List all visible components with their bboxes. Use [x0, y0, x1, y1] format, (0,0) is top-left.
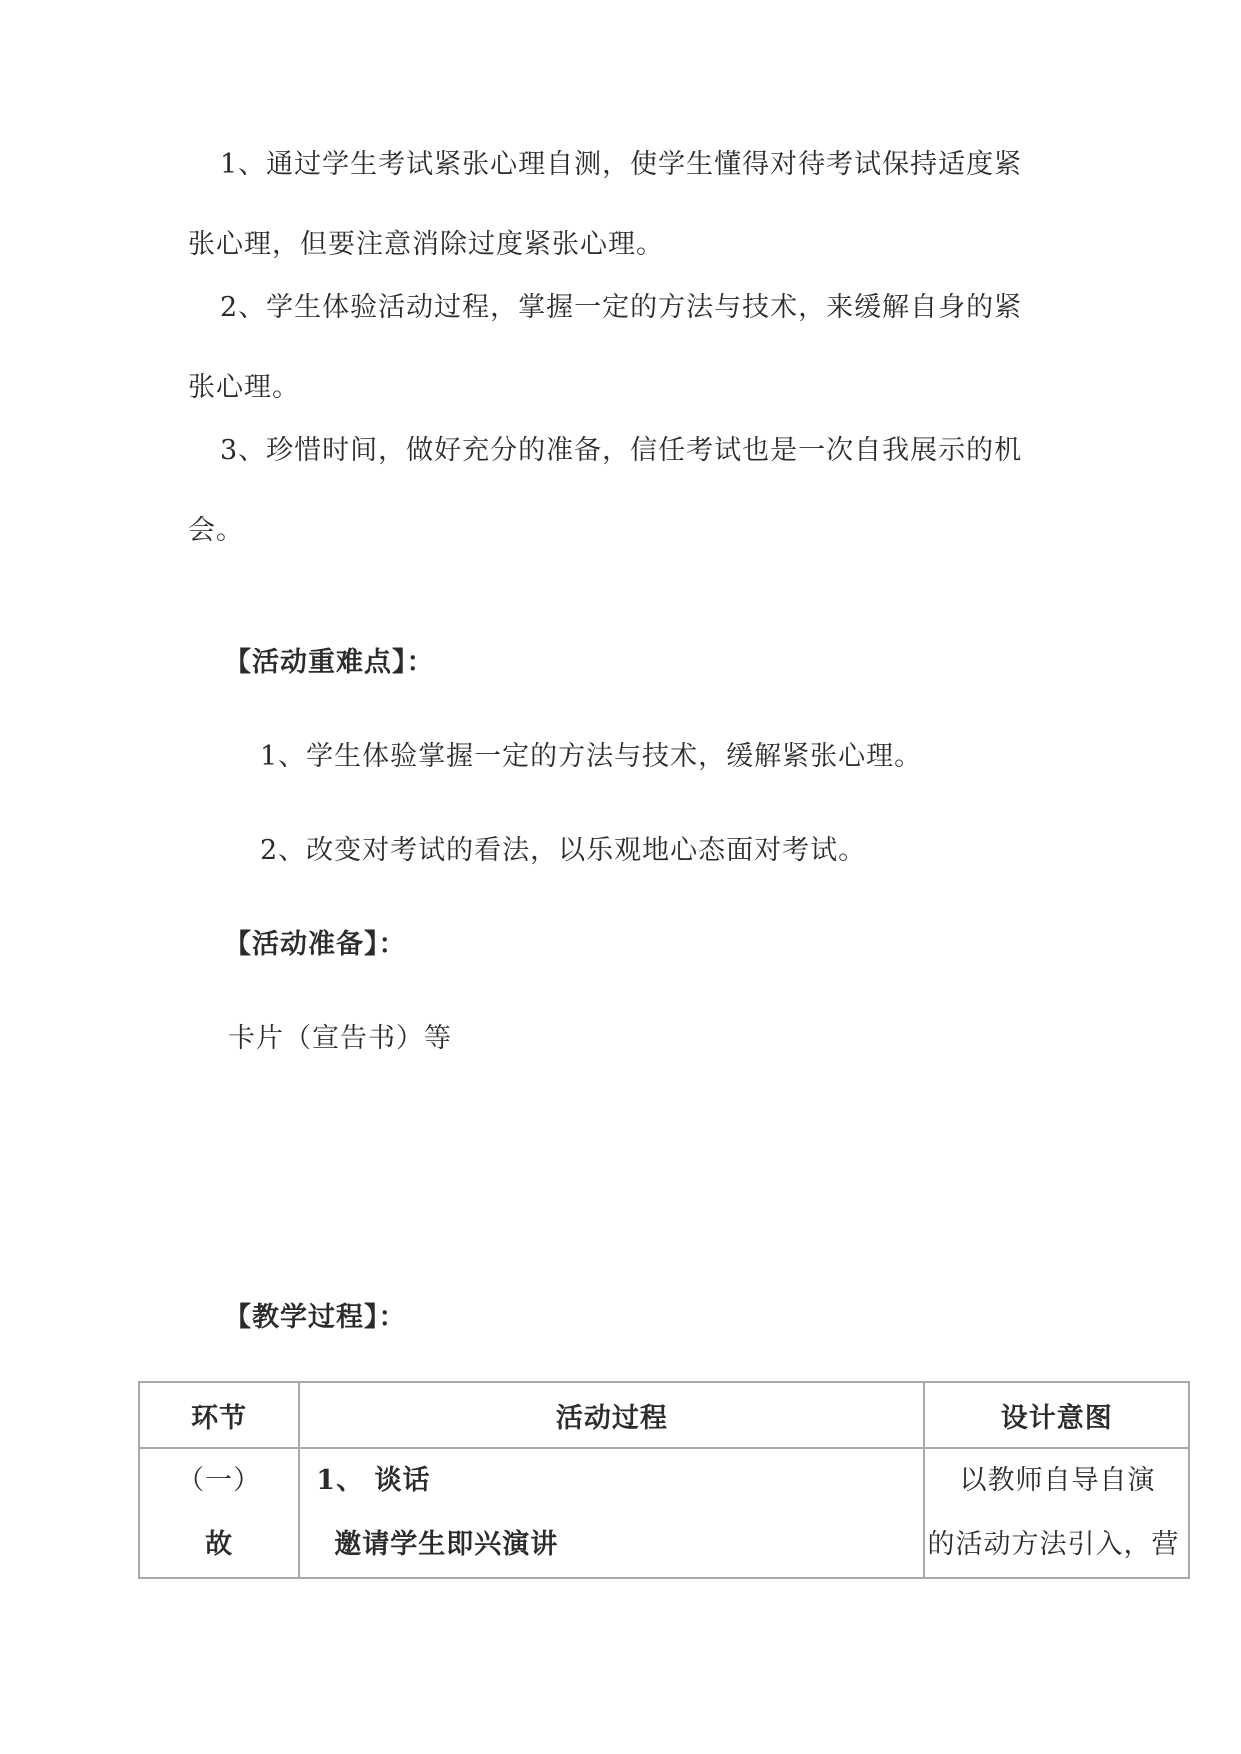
- key-point-2: 2、改变对考试的看法，以乐观地心态面对考试。: [260, 835, 867, 866]
- header-activity: 活动过程: [299, 1382, 924, 1448]
- objective-1: 1、通过学生考试紧张心理自测，使学生懂得对待考试保持适度紧张心理，但要注意消除过度紧张心理。: [188, 149, 1023, 260]
- objective-3: 3、珍惜时间，做好充分的准备，信任考试也是一次自我展示的机会。: [188, 435, 1023, 546]
- preparation-heading: 【活动准备】：: [224, 929, 407, 960]
- key-point-1: 1、学生体验掌握一定的方法与技术，缓解紧张心理。: [260, 741, 923, 772]
- objective-2: 2、学生体验活动过程，掌握一定的方法与技术，来缓解自身的紧张心理。: [188, 292, 1023, 403]
- header-intent: 设计意图: [924, 1382, 1189, 1448]
- preparation-text: 卡片（宣告书）等: [228, 1023, 452, 1054]
- intent-line-2: 的活动方法引入，营: [927, 1529, 1180, 1560]
- activity-cell: [299, 1448, 924, 1578]
- intent-line-1: 以教师自导自演: [959, 1465, 1156, 1496]
- activity-step-detail: 邀请学生即兴演讲: [334, 1529, 559, 1560]
- intent-cell: [924, 1448, 1189, 1578]
- key-points-heading: 【活动重难点】：: [224, 647, 435, 678]
- process-table: [138, 1381, 1190, 1579]
- stage-cell: [139, 1448, 299, 1578]
- activity-step-title: 1、 谈话: [316, 1465, 431, 1496]
- header-stage: 环节: [139, 1382, 299, 1448]
- stage-title: 故: [205, 1529, 234, 1560]
- stage-number: （一）: [177, 1465, 262, 1496]
- table-header-row: [139, 1382, 1189, 1448]
- table-row: [139, 1448, 1189, 1578]
- process-heading: 【教学过程】：: [224, 1302, 407, 1333]
